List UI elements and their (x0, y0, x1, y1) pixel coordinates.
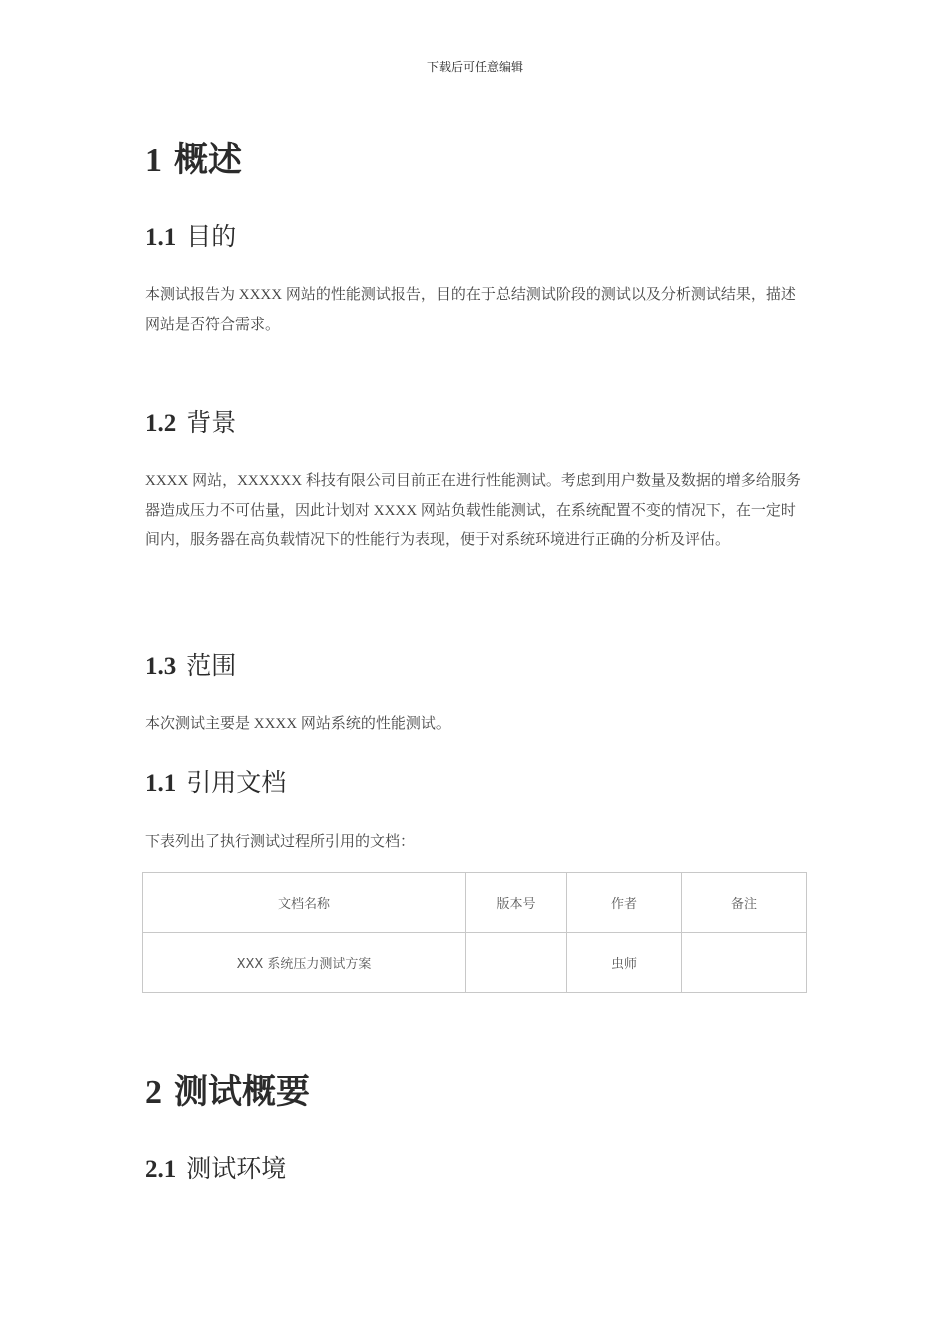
heading-title: 概述 (174, 140, 242, 180)
purpose-paragraph: 本测试报告为 XXXX 网站的性能测试报告，目的在于总结测试阶段的测试以及分析测试结果，描述网站是否符合需求。 (145, 287, 796, 333)
heading-1-1-purpose (145, 217, 236, 253)
heading-number: 1.1 (145, 770, 177, 797)
heading-title: 范围 (186, 651, 237, 680)
column-header-author: 作者 (567, 873, 682, 933)
heading-number: 2 (145, 1074, 162, 1111)
heading-reference-documents (145, 763, 286, 799)
scope-paragraph: 本次测试主要是 XXXX 网站系统的性能测试。 (145, 716, 451, 732)
cell-doc-name: XXX 系统压力测试方案 (143, 933, 466, 993)
heading-title: 目的 (186, 222, 237, 251)
column-header-doc-name: 文档名称 (143, 873, 466, 933)
background-paragraph: XXXX 网站，XXXXXX 科技有限公司目前正在进行性能测试。考虑到用户数量及数据的增多给服务器造成压力不可估量，因此计划对 XXXX 网站负载性能测试，在系统配置不变的情况下，在一定时间内，服务器在高负载情况下的性能行为表现，便于对系统环境进行正确的分析及评估。 (145, 473, 801, 548)
reference-intro-paragraph: 下表列出了执行测试过程所引用的文档： (145, 834, 416, 850)
heading-2-1-test-environment (145, 1149, 286, 1185)
heading-title: 引用文档 (186, 768, 287, 797)
heading-1-3-scope (145, 646, 236, 682)
heading-number: 1.1 (145, 224, 177, 251)
heading-2-test-summary (145, 1064, 310, 1113)
column-header-remarks: 备注 (682, 873, 807, 933)
heading-number: 1 (145, 142, 162, 179)
reference-documents-table (142, 872, 807, 993)
heading-title: 测试概要 (174, 1072, 310, 1112)
cell-author: 虫师 (567, 933, 682, 993)
table-row (143, 933, 807, 993)
cell-remarks (682, 933, 807, 993)
heading-number: 2.1 (145, 1156, 177, 1183)
heading-1-2-background (145, 403, 236, 439)
cell-version (466, 933, 567, 993)
page-header: 下载后可任意编辑 (426, 60, 523, 74)
column-header-version: 版本号 (466, 873, 567, 933)
heading-number: 1.2 (145, 410, 177, 437)
heading-title: 背景 (186, 408, 237, 437)
table-header-row (143, 873, 807, 933)
heading-1-overview (145, 132, 242, 181)
heading-number: 1.3 (145, 653, 177, 680)
heading-title: 测试环境 (186, 1154, 287, 1183)
